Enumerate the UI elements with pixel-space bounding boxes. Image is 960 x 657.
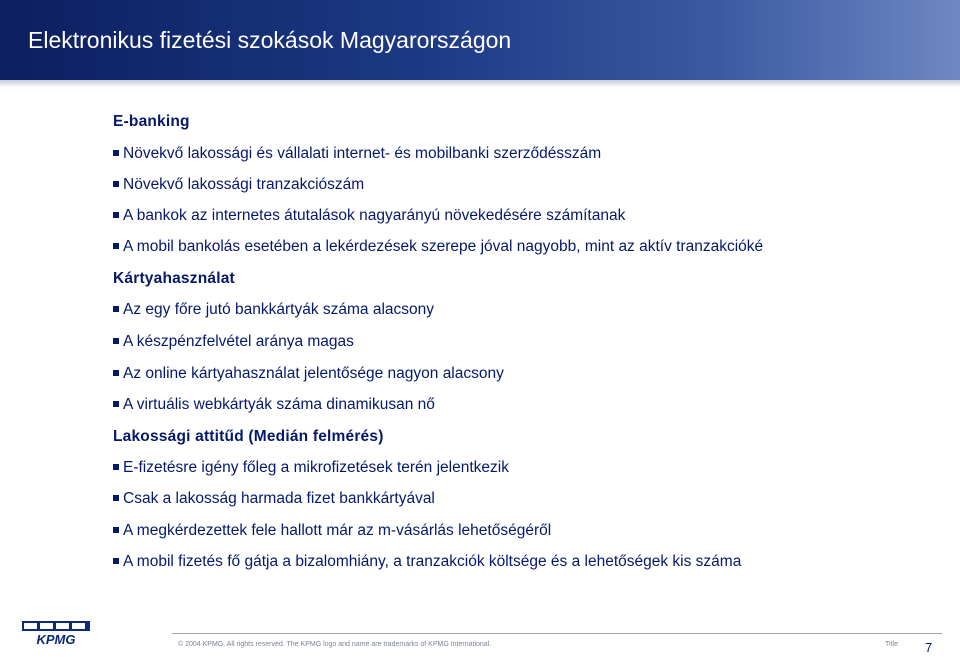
bullet-text: A bankok az internetes átutalások nagyarányú növekedésére számítanak xyxy=(123,207,626,224)
bullet-item xyxy=(113,395,435,415)
bullet-item xyxy=(113,364,504,384)
square-bullet-icon xyxy=(113,464,119,470)
square-bullet-icon xyxy=(113,370,119,376)
bullet-item xyxy=(113,521,551,541)
square-bullet-icon xyxy=(113,401,119,407)
bullet-item xyxy=(113,144,601,164)
square-bullet-icon xyxy=(113,558,119,564)
footer-divider xyxy=(172,633,942,634)
bullet-text: Csak a lakosság harmada fizet bankkártyával xyxy=(123,490,435,507)
bullet-item xyxy=(113,552,741,572)
bullet-text: Az egy főre jutó bankkártyák száma alacsony xyxy=(123,301,435,318)
kpmg-logo xyxy=(20,620,92,646)
bullet-item xyxy=(113,175,364,195)
bullet-item xyxy=(113,332,354,352)
page-number: 7 xyxy=(925,640,933,655)
square-bullet-icon xyxy=(113,181,119,187)
bullet-text: A mobil bankolás esetében a lekérdezések szerepe jóval nagyobb, mint az aktív tranzakcióké xyxy=(123,238,764,255)
footer-copyright: © 2004 KPMG. All rights reserved. The KPMG logo and name are trademarks of KPMG International. xyxy=(178,641,492,648)
bullet-item xyxy=(113,458,509,478)
bullet-text: Növekvő lakossági tranzakciószám xyxy=(123,176,365,193)
square-bullet-icon xyxy=(113,150,119,156)
bullet-text: A mobil fizetés fő gátja a bizalomhiány, a tranzakciók költsége és a lehetőségek kis száma xyxy=(123,553,742,570)
bullet-text: A megkérdezettek fele hallott már az m-vásárlás lehetőségéről xyxy=(123,522,552,539)
slide-title: Elektronikus fizetési szokások Magyarországon xyxy=(28,27,512,53)
title-bar xyxy=(0,0,960,80)
section-heading: Kártyahasználat xyxy=(113,270,235,287)
square-bullet-icon xyxy=(113,243,119,249)
section-heading: Lakossági attitűd (Medián felmérés) xyxy=(113,428,384,445)
bullet-item xyxy=(113,300,434,320)
bullet-text: A készpénzfelvétel aránya magas xyxy=(123,333,354,350)
title-underline xyxy=(0,80,960,86)
bullet-item xyxy=(113,489,435,509)
square-bullet-icon xyxy=(113,527,119,533)
bullet-text: Növekvő lakossági és vállalati internet- és mobilbanki szerződésszám xyxy=(123,145,602,162)
footer-title-tag: Title xyxy=(885,641,898,648)
square-bullet-icon xyxy=(113,212,119,218)
bullet-item xyxy=(113,206,625,226)
square-bullet-icon xyxy=(113,338,119,344)
square-bullet-icon xyxy=(113,306,119,312)
square-bullet-icon xyxy=(113,495,119,501)
bullet-item xyxy=(113,237,763,257)
bullet-text: A virtuális webkártyák száma dinamikusan nő xyxy=(123,396,435,413)
section-heading: E-banking xyxy=(113,113,190,130)
kpmg-logo-text: KPMG xyxy=(36,632,76,646)
bullet-text: Az online kártyahasználat jelentősége nagyon alacsony xyxy=(123,365,504,382)
bullet-text: E-fizetésre igény főleg a mikrofizetések terén jelentkezik xyxy=(123,459,509,476)
